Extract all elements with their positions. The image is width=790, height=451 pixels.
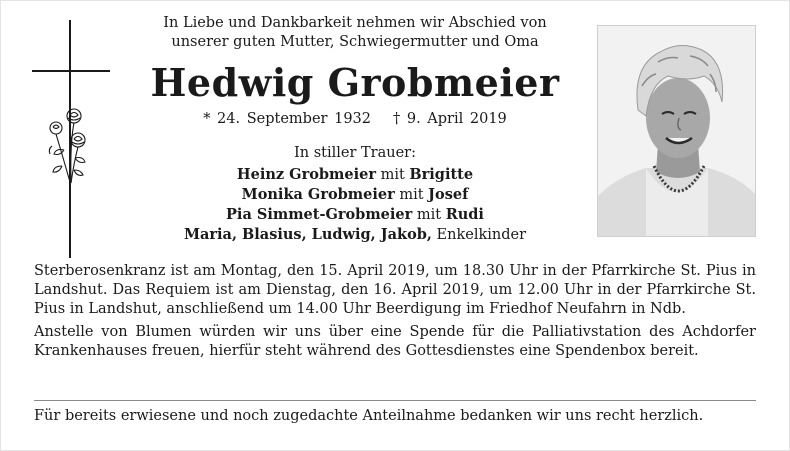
ceremony-paragraph: Sterberosenkranz ist am Montag, den 15. April 2019, um 18.30 Uhr in der Pfarrkirche St. Pius in Landshut. Das Requiem ist am Dienstag, den 16. April 2019, um 12.00 Uhr in der Pfarrkirche St. Pius in Landshut, anschließend um 14.00 Uhr Beerdigung im Friedhof Neufahrn in Ndb. [34, 263, 756, 317]
portrait-photo [597, 25, 756, 237]
notice-header [120, 14, 590, 245]
intro-line-2: unserer guten Mutter, Schwiegermutter und Oma [171, 34, 539, 50]
mourner-line: Maria, Blasius, Ludwig, Jakob, Enkelkinder [183, 226, 527, 243]
thanks-line: Für bereits erwiesene und noch zugedachte Anteilnahme bedanken wir uns recht herzlich. [34, 408, 704, 424]
roses-icon [44, 106, 90, 190]
mourner-line: Heinz Grobmeier mit Brigitte [236, 166, 474, 183]
donation-paragraph: Anstelle von Blumen würden wir uns über eine Spende für die Palliativstation des Achdorfer Krankenhauses freuen, hierfür steht während des Gottesdienstes eine Spendenbox bereit. [34, 324, 756, 359]
portrait-illustration [598, 26, 755, 236]
birth-date: * 24. September 1932 [203, 111, 371, 127]
mourner-line: Pia Simmet-Grobmeier mit Rudi [226, 206, 484, 223]
cross-horizontal-bar [32, 70, 110, 72]
mourner-line: Monika Grobmeier mit Josef [241, 186, 469, 203]
mourning-title: In stiller Trauer: [294, 145, 416, 161]
intro-line-1: In Liebe und Dankbarkeit nehmen wir Abschied von [163, 15, 547, 31]
mourners-list [120, 165, 590, 245]
deceased-name: Hedwig Grobmeier [150, 60, 560, 105]
divider-line [34, 400, 756, 401]
life-dates [120, 110, 590, 128]
cross-icon [32, 20, 112, 260]
death-date: † 9. April 2019 [393, 111, 507, 127]
ceremony-details [34, 262, 756, 365]
